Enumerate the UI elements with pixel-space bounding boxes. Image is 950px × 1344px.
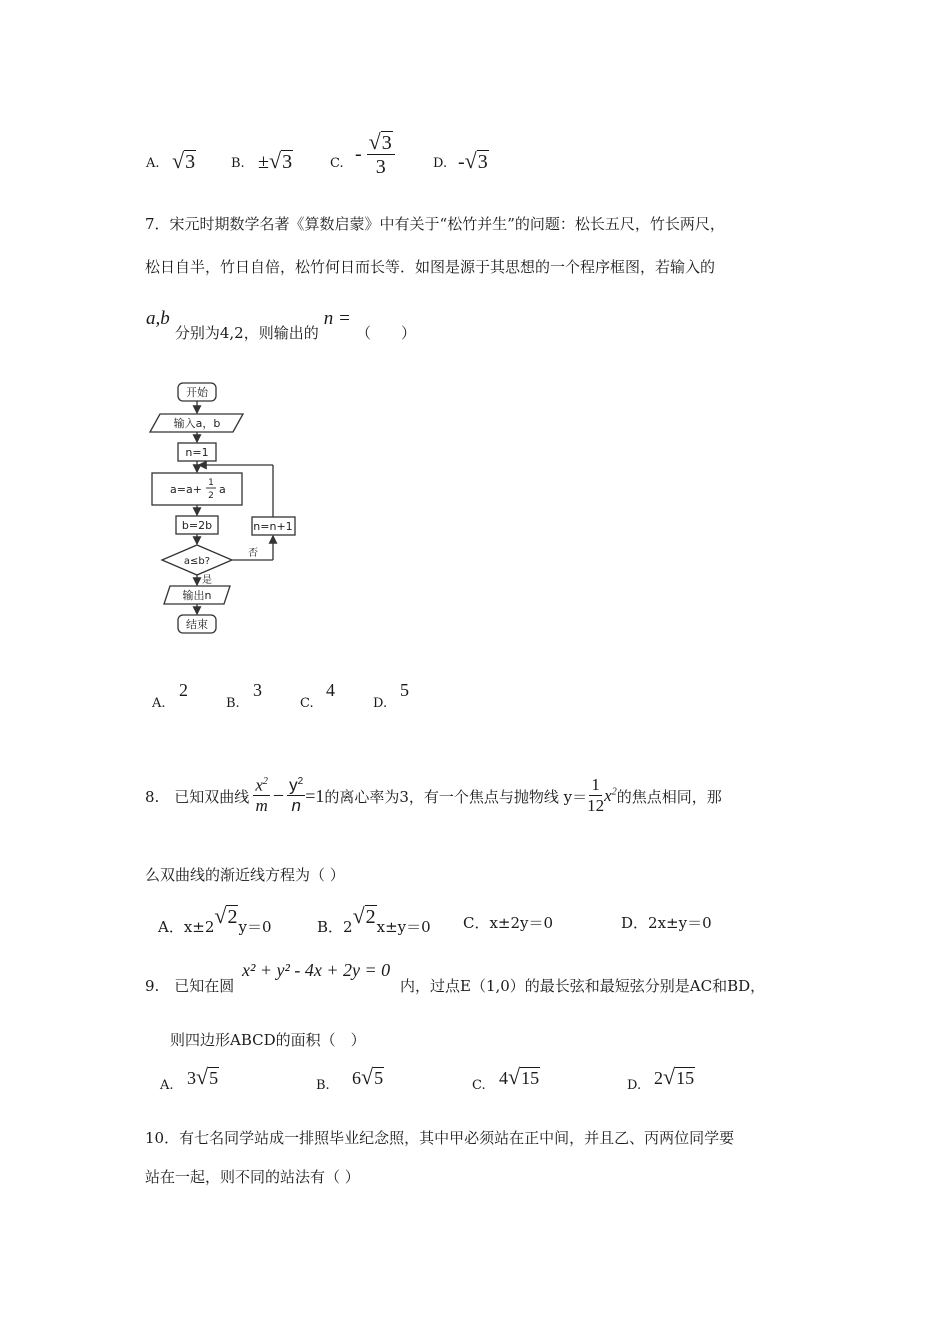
q8-suffix: 的焦点相同，那 [616, 787, 722, 806]
q9-option-a-label: A. [160, 1078, 174, 1093]
q9-prefix: 9. 已知在圆 [145, 977, 235, 995]
q7-option-d-value: 5 [400, 680, 409, 700]
q9-suffix: 内，过点E（1,0）的最长弦和最短弦分别是AC和BD， [400, 977, 766, 995]
q9-option-a-value: 3√5 [187, 1064, 219, 1089]
q7-vars: a,b [146, 308, 170, 329]
flowchart-update-a-suffix: a [219, 483, 226, 496]
q7-option-c-value: 4 [326, 680, 335, 700]
flowchart-input-text: 输入a，b [173, 417, 221, 430]
q6-option-a-label: A. [146, 156, 160, 171]
q6-option-b-value: ±√3 [258, 148, 293, 173]
flowchart-update-a-den: 2 [208, 491, 214, 501]
q7-line-1: 7．宋元时期数学名著《算数启蒙》中有关于“松竹并生”的问题：松长五尺，竹长两尺， [145, 215, 725, 233]
q6-option-b-label: B. [231, 156, 245, 171]
q10-line-1: 10．有七名同学站成一排照毕业纪念照，其中甲必须站在正中间，并且乙、丙两位同学要 [145, 1129, 735, 1147]
q8-option-d: D．2x±y＝0 [621, 914, 712, 932]
q8-line-1: 8. 已知双曲线 $\frac{x^2}{m}$ − $\frac{y^2}{n}$ =1 的离心率为3，有一个焦点与抛物线 y＝ $\frac{1}{12}$ $x^2$ 的焦点相同，那 [145, 775, 722, 816]
q8-option-b: B．2√2x±y＝0 [317, 903, 431, 936]
q8-mid: 的离心率为3，有一个焦点与抛物线 y＝ [324, 787, 588, 806]
q9-option-b-value: 6√5 [352, 1064, 384, 1089]
q7-option-b-label: B. [226, 696, 240, 711]
q7-option-c-label: C. [300, 696, 314, 711]
q9-line-2: 则四边形ABCD的面积（ ） [170, 1031, 366, 1049]
q10-line-2: 站在一起，则不同的站法有（ ） [145, 1168, 360, 1186]
q9-option-c-label: C. [472, 1078, 486, 1093]
q8-eq: =1 [305, 785, 325, 806]
q6-option-c-label: C. [330, 156, 344, 171]
q7-option-d-label: D. [373, 696, 388, 711]
q8-prefix: 8. 已知双曲线 [145, 787, 250, 806]
flowchart [140, 378, 320, 640]
q6-option-d-value: -√3 [458, 148, 488, 173]
q7-option-a-value: 2 [179, 680, 188, 700]
q8-frac-y: $\frac{y^2}{n}$ [289, 775, 304, 816]
flowchart-output-text: 输出n [182, 589, 212, 602]
q9-option-b-label: B. [316, 1078, 330, 1093]
q7-option-a-label: A. [152, 696, 166, 711]
flowchart-condition-text: a≤b? [183, 556, 211, 567]
flowchart-increment-text: n=n+1 [253, 520, 293, 533]
flowchart-update-a-prefix: a=a+ [170, 483, 202, 496]
q6-option-d-label: D. [433, 156, 448, 171]
q9-equation: x² + y² - 4x + 2y = 0 [242, 960, 391, 980]
q7-line-3 [146, 308, 416, 342]
q9-option-d-label: D. [627, 1078, 642, 1093]
q7-paren: （ ） [355, 324, 416, 342]
flowchart-no-label: 否 [248, 548, 258, 559]
q7-option-b-value: 3 [253, 680, 262, 700]
q6-option-a-value: √3 [172, 148, 196, 173]
q6-option-c-value: - $\frac{√3}{3}$ [355, 130, 395, 179]
flowchart-start-text: 开始 [186, 386, 208, 399]
q7-n-eq: n = [323, 308, 351, 329]
q9-option-d-value: 2√15 [654, 1064, 695, 1089]
q9-option-c-value: 4√15 [499, 1064, 540, 1089]
flowchart-yes-label: 是 [202, 575, 212, 586]
flowchart-update-a-num: 1 [208, 478, 214, 488]
q8-option-c: C．x±2y＝0 [463, 914, 554, 932]
flowchart-end-text: 结束 [186, 618, 208, 631]
flowchart-update-b-text: b=2b [181, 519, 213, 532]
q8-frac-parabola: $\frac{1}{12}$ [587, 775, 605, 816]
q8-line-2: 么双曲线的渐近线方程为（ ） [145, 866, 345, 884]
flowchart-init-text: n=1 [185, 446, 209, 459]
q7-line-2: 松日自半，竹日自倍，松竹何日而长等．如图是源于其思想的一个程序框图，若输入的 [145, 258, 716, 276]
q7-mid-text: 分别为4,2，则输出的 [174, 324, 319, 342]
q8-frac-x: $\frac{x^2}{m}$ [255, 775, 268, 816]
q8-option-a: A．x±2√2y＝0 [158, 903, 272, 936]
